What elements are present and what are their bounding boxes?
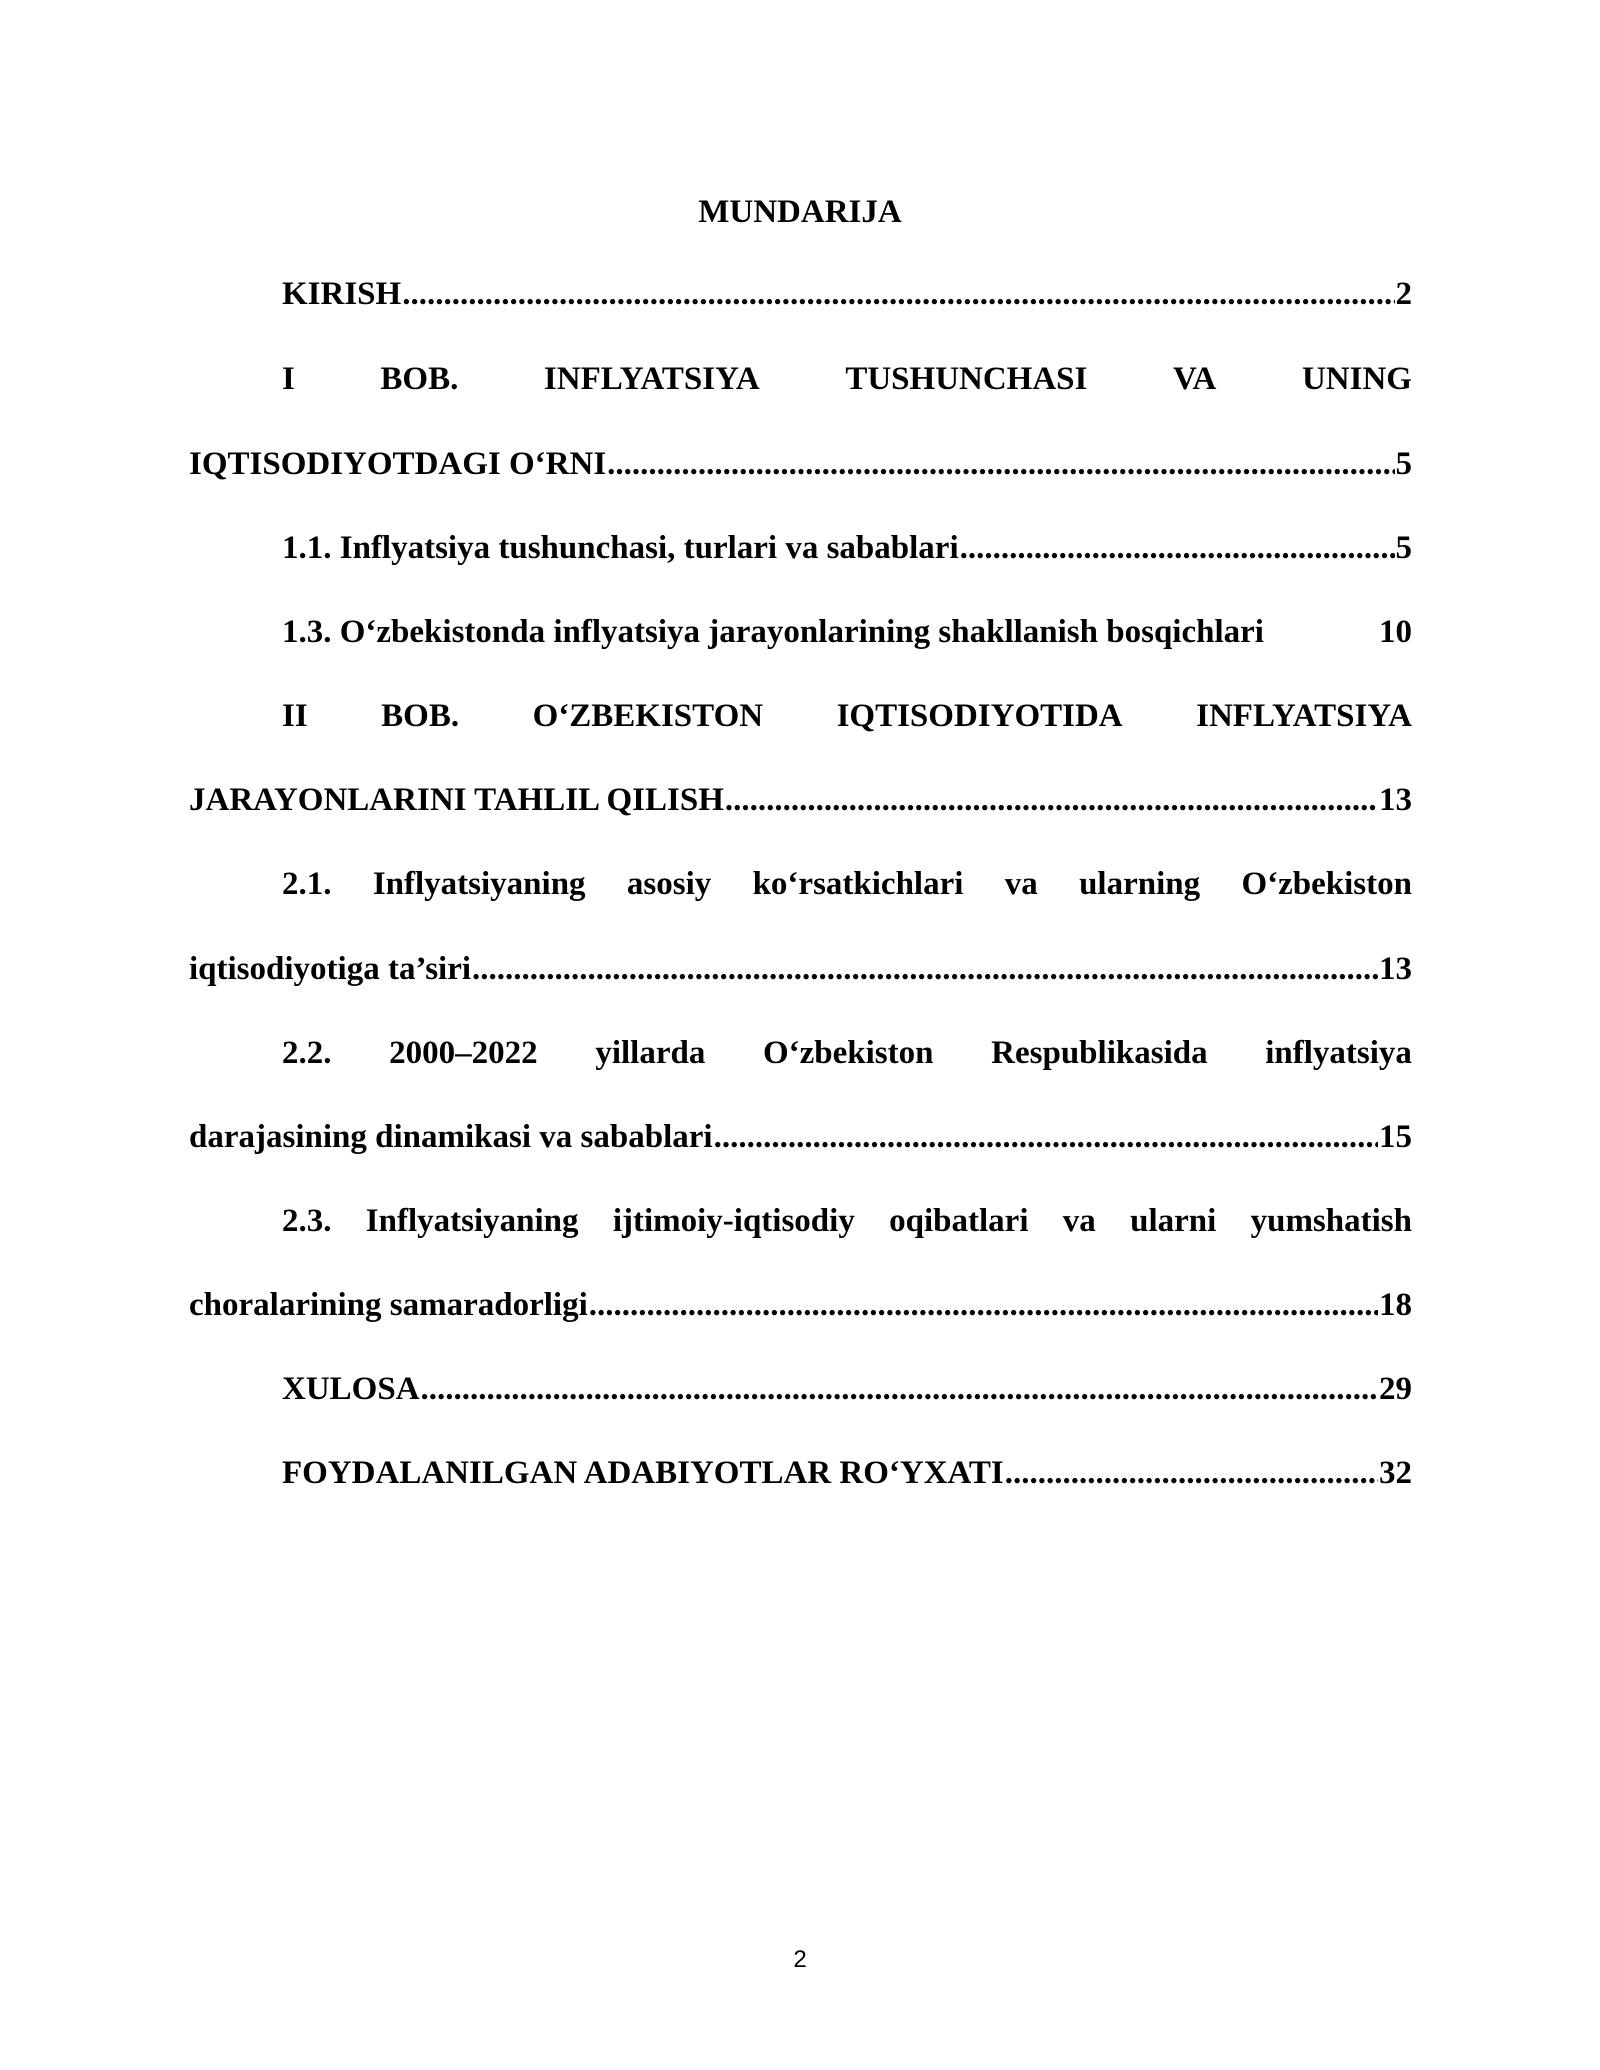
toc-word: ijtimoiy-iqtisodiy: [612, 1203, 855, 1239]
dot-leader: [607, 422, 1394, 506]
toc-entry-title: JARAYONLARINI TAHLIL QILISH: [189, 782, 724, 818]
toc-page-number: 10: [1379, 614, 1412, 650]
toc-word: O‘zbekiston: [762, 1035, 934, 1071]
page-title: MUNDARIJA: [698, 194, 902, 230]
dot-leader: [421, 1347, 1378, 1431]
toc-entry-title: 1.3. O‘zbekistonda inflyatsiya jarayonlarining shakllanish bosqichlari: [282, 614, 1264, 650]
toc-word: ularning: [1079, 866, 1201, 902]
dot-leader: [402, 252, 1394, 336]
toc-entry-2-2-line2[interactable]: [189, 1095, 1412, 1179]
toc-word: II: [282, 698, 308, 734]
dot-leader: [1005, 1431, 1378, 1515]
toc-page-number: 5: [1395, 446, 1412, 482]
toc-entry-title: XULOSA: [282, 1371, 420, 1407]
toc-page-number: 2: [1395, 276, 1412, 312]
toc-word: Respublikasida: [991, 1035, 1208, 1071]
toc-word: TUSHUNCHASI: [845, 361, 1088, 397]
toc-word: BOB.: [381, 698, 460, 734]
toc-page-number: 32: [1379, 1455, 1412, 1491]
toc-word: yillarda: [595, 1035, 706, 1071]
toc-word: inflyatsiya: [1265, 1035, 1412, 1071]
toc-word: Inflyatsiyaning: [365, 1203, 579, 1239]
toc-word: asosiy: [626, 866, 712, 902]
toc-entry-bob2-line2[interactable]: [189, 758, 1412, 842]
toc-entry-title: iqtisodiyotiga ta’siri: [189, 951, 472, 987]
toc-word: O‘zbekiston: [1241, 866, 1412, 902]
toc-entry-2-3-line1[interactable]: [189, 1179, 1412, 1263]
dot-leader: [472, 927, 1378, 1011]
page-number: 2: [793, 1946, 807, 1973]
toc-page-number: 13: [1379, 782, 1412, 818]
toc-page-number: 29: [1379, 1371, 1412, 1407]
toc-word: yumshatish: [1250, 1203, 1412, 1239]
toc-entry-2-3-line2[interactable]: [189, 1263, 1412, 1347]
toc-entry-title: choralarining samaradorligi: [189, 1287, 588, 1323]
toc-entry-1-1[interactable]: [189, 506, 1412, 590]
toc-word: O‘ZBEKISTON: [532, 698, 764, 734]
toc-entry-2-1-line2[interactable]: [189, 927, 1412, 1011]
toc-page-number: 18: [1379, 1287, 1412, 1323]
toc-entry-bob2-line1[interactable]: [189, 674, 1412, 758]
toc-entry-adabiyotlar[interactable]: [189, 1431, 1412, 1515]
dot-leader: [714, 1095, 1378, 1179]
toc-word: va: [1004, 866, 1038, 902]
toc-word: I: [282, 361, 295, 397]
toc-word: 2.3.: [282, 1203, 332, 1239]
dot-leader: [960, 506, 1395, 590]
toc-entry-title: IQTISODIYOTDAGI O‘RNI: [189, 446, 607, 482]
toc-entry-title: FOYDALANILGAN ADABIYOTLAR RO‘YXATI: [282, 1455, 1004, 1491]
toc-word: INFLYATSIYA: [543, 361, 760, 397]
dot-leader: [725, 758, 1378, 842]
toc-word: va: [1062, 1203, 1096, 1239]
toc-page-number: 5: [1395, 530, 1412, 566]
toc-entry-bob1-line1[interactable]: [189, 337, 1412, 421]
toc-entry-1-3[interactable]: [189, 590, 1412, 674]
toc-entry-2-1-line1[interactable]: [189, 842, 1412, 926]
toc-entry-title: darajasining dinamikasi va sabablari: [189, 1119, 713, 1155]
toc-page-number: 13: [1379, 951, 1412, 987]
toc-word: VA: [1172, 361, 1217, 397]
toc-word: IQTISODIYOTIDA: [836, 698, 1123, 734]
toc-page-number: 15: [1379, 1119, 1412, 1155]
toc-word: ko‘rsatkichlari: [752, 866, 964, 902]
toc-word: 2.1.: [282, 866, 332, 902]
toc-word: UNING: [1301, 361, 1412, 397]
toc-word: ularni: [1130, 1203, 1217, 1239]
toc-word: oqibatlari: [889, 1203, 1029, 1239]
toc-entry-bob1-line2[interactable]: [189, 422, 1412, 506]
toc-entry-title: KIRISH: [282, 276, 402, 312]
toc-entry-2-2-line1[interactable]: [189, 1011, 1412, 1095]
dot-leader: [589, 1263, 1378, 1347]
toc-entry-title: 1.1. Inflyatsiya tushunchasi, turlari va sabablari: [282, 530, 959, 566]
toc-word: 2000–2022: [389, 1035, 538, 1071]
toc-word: 2.2.: [282, 1035, 332, 1071]
toc-word: Inflyatsiyaning: [372, 866, 586, 902]
toc-word: BOB.: [380, 361, 459, 397]
toc-entry-kirish[interactable]: [189, 252, 1412, 336]
toc-word: INFLYATSIYA: [1196, 698, 1412, 734]
toc-entry-xulosa[interactable]: [189, 1347, 1412, 1431]
